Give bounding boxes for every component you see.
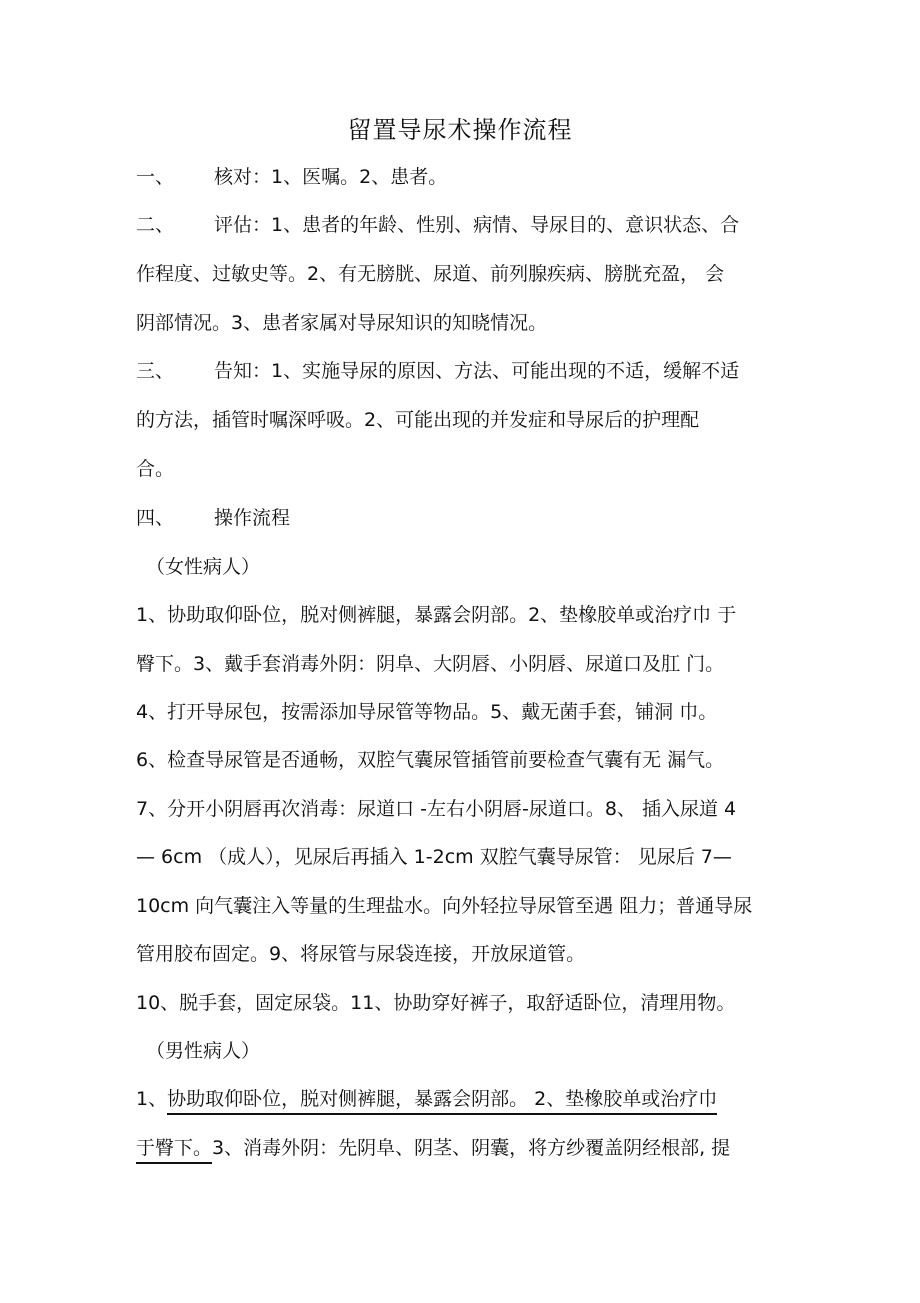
female-heading: （女性病人） bbox=[146, 556, 261, 578]
female-line: 管用胶布固定。9、将尿管与尿袋连接，开放尿道管。 bbox=[136, 943, 586, 965]
section-2-line-2: 作程度、过敏史等。2、有无膀胱、尿道、前列腺疾病、膀胱充盈， 会 bbox=[136, 263, 725, 285]
underlined-text: 协助取仰卧位，脱对侧裤腿，暴露会阴部。 2、垫橡胶单或治疗巾 bbox=[167, 1088, 717, 1115]
section-text: 告知：1、实施导尿的原因、方法、可能出现的不适，缓解不适 bbox=[214, 360, 740, 382]
male-heading: （男性病人） bbox=[146, 1040, 261, 1062]
section-number: 四、 bbox=[136, 507, 175, 529]
section-3-line-2: 的方法，插管时嘱深呼吸。2、可能出现的并发症和导尿后的护理配 bbox=[136, 409, 700, 431]
female-line: 7、分开小阴唇再次消毒：尿道口 -左右小阴唇-尿道口。8、 插入尿道 4 bbox=[136, 798, 737, 820]
section-3-line-3: 合。 bbox=[136, 458, 175, 480]
female-line: 6、检查导尿管是否通畅，双腔气囊尿管插管前要检查气囊有无 漏气。 bbox=[136, 749, 725, 771]
section-1 bbox=[136, 163, 447, 191]
section-number: 二、 bbox=[136, 214, 175, 236]
male-line-1 bbox=[136, 1085, 717, 1113]
male-line-2 bbox=[136, 1134, 730, 1162]
line-text: 3、消毒外阴：先阴阜、阴茎、阴囊，将方纱覆盖阴经根部, 提 bbox=[212, 1137, 731, 1159]
page-title: 留置导尿术操作流程 bbox=[347, 116, 573, 144]
section-text: 评估：1、患者的年龄、性别、病情、导尿目的、意识状态、合 bbox=[214, 214, 740, 236]
section-text: 操作流程 bbox=[214, 507, 291, 529]
section-2-line-3: 阴部情况。3、患者家属对导尿知识的知晓情况。 bbox=[136, 312, 548, 334]
section-2-line-1 bbox=[136, 211, 739, 239]
female-line: 4、打开导尿包，按需添加导尿管等物品。5、戴无菌手套，铺洞 巾。 bbox=[136, 701, 718, 723]
line-prefix: 1、 bbox=[136, 1088, 168, 1110]
section-text: 核对：1、医嘱。2、患者。 bbox=[214, 166, 448, 188]
section-number: 一、 bbox=[136, 166, 175, 188]
section-4 bbox=[136, 504, 290, 532]
section-3-line-1 bbox=[136, 357, 739, 385]
section-number: 三、 bbox=[136, 360, 175, 382]
female-line: 臀下。3、戴手套消毒外阴：阴阜、大阴唇、小阴唇、尿道口及肛 门。 bbox=[136, 653, 725, 675]
female-line: 1、协助取仰卧位，脱对侧裤腿，暴露会阴部。2、垫橡胶单或治疗巾 于 bbox=[136, 604, 737, 626]
female-line: — 6cm （成人），见尿后再插入 1-2cm 双腔气囊导尿管： 见尿后 7— bbox=[136, 846, 732, 868]
female-line: 10、脱手套，固定尿袋。11、协助穿好裤子，取舒适卧位，清理用物。 bbox=[136, 992, 736, 1014]
female-line: 10cm 向气囊注入等量的生理盐水。向外轻拉导尿管至遇 阻力；普通导尿 bbox=[136, 895, 753, 917]
underlined-text: 于臀下。 bbox=[136, 1137, 212, 1164]
